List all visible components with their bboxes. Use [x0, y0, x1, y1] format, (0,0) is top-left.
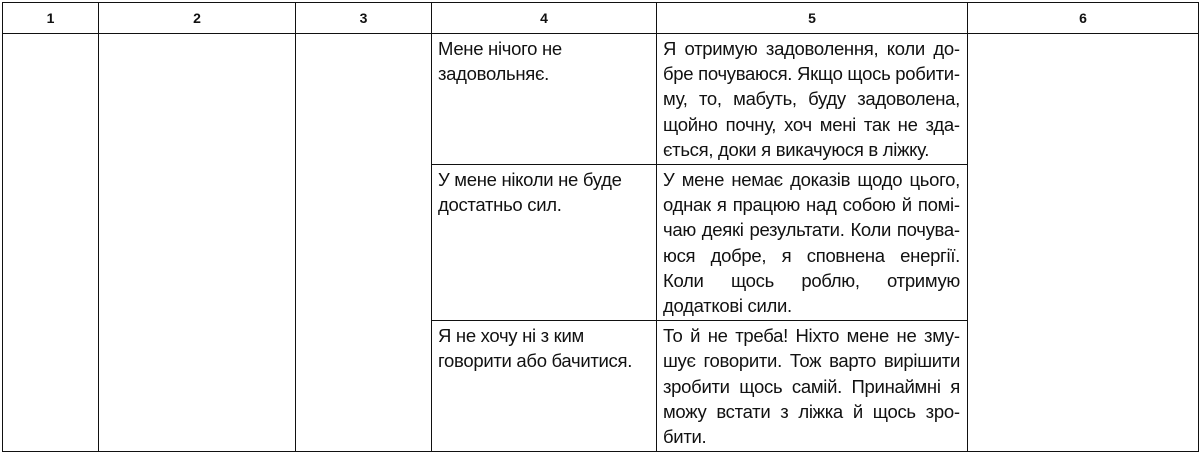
cbt-thoughts-table [2, 2, 1199, 452]
column-header-3: 3 [296, 3, 432, 34]
empty-cell-col1 [3, 34, 99, 452]
rational-response-cell: Я отримую задоволення, коли добре почуваюся. Якщо щось робитиму, то, мабуть, буду задоволена, щойно почну, хоч мені так не здається, доки я викачуюся в ліжку. [657, 34, 968, 165]
column-header-6: 6 [968, 3, 1199, 34]
empty-cell-col2 [99, 34, 296, 452]
negative-thought-cell: Мене нічого не задовольняє. [432, 34, 657, 165]
column-header-1: 1 [3, 3, 99, 34]
header-row [3, 3, 1199, 34]
column-header-2: 2 [99, 3, 296, 34]
negative-thought-cell: Я не хочу ні з ким говорити або бачитися. [432, 321, 657, 452]
empty-cell-col6 [968, 34, 1199, 452]
rational-response-cell: То й не треба! Ніхто мене не змушує говорити. Тож варто вирішити зробити щось самій. Принаймні я можу встати з ліжка й щось зробити. [657, 321, 968, 452]
negative-thought-cell: У мене ніколи не буде достатньо сил. [432, 165, 657, 321]
column-header-4: 4 [432, 3, 657, 34]
table-row [3, 34, 1199, 165]
rational-response-cell: У мене немає доказів щодо цього, однак я працюю над собою й помічаю деякі результати. Коли почуваюся добре, я сповнена енергії. Коли щось роблю, отримую додаткові сили. [657, 165, 968, 321]
column-header-5: 5 [657, 3, 968, 34]
empty-cell-col3 [296, 34, 432, 452]
